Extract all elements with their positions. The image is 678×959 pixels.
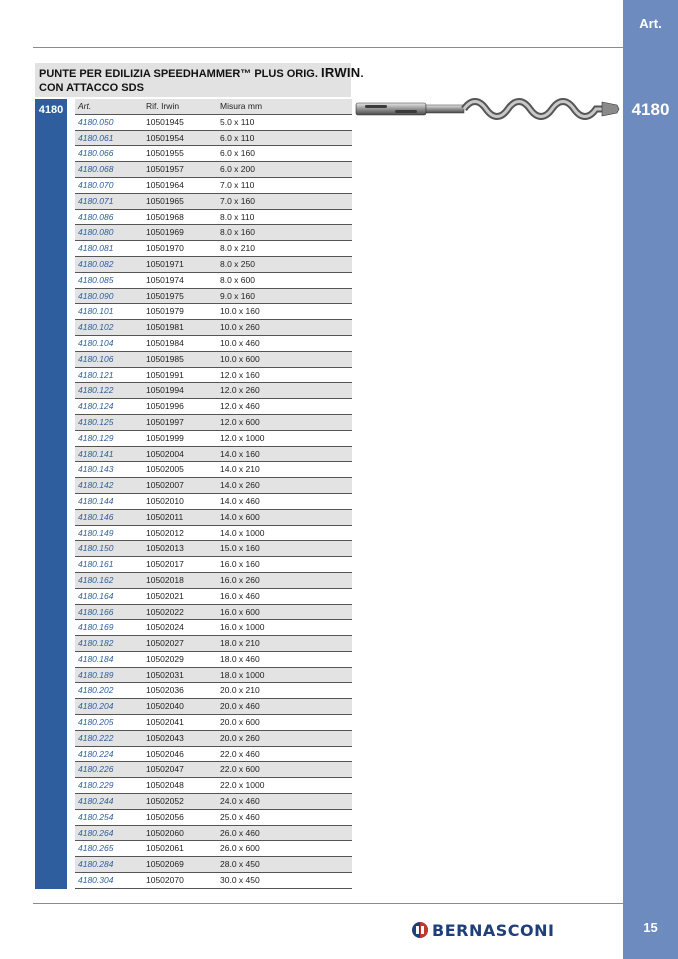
article-code: 4180.086 <box>78 211 114 222</box>
article-code: 4180.102 <box>78 322 114 333</box>
table-row <box>75 320 352 336</box>
table-row <box>75 747 352 763</box>
size: 7.0 x 160 <box>220 195 255 206</box>
table-row <box>75 541 352 557</box>
table-row <box>75 873 352 889</box>
table-row <box>75 336 352 352</box>
size: 8.0 x 160 <box>220 227 255 238</box>
size: 18.0 x 210 <box>220 638 260 649</box>
article-code: 4180.144 <box>78 495 114 506</box>
table-row <box>75 431 352 447</box>
irwin-ref: 10501945 <box>146 116 184 127</box>
table-row <box>75 794 352 810</box>
irwin-ref: 10501979 <box>146 306 184 317</box>
title-text: PUNTE PER EDILIZIA SPEEDHAMMER™ PLUS ORIG. <box>39 68 321 80</box>
irwin-ref: 10501964 <box>146 179 184 190</box>
table-row <box>75 826 352 842</box>
table-row <box>75 115 352 131</box>
size: 12.0 x 600 <box>220 416 260 427</box>
side-article-code: 4180 <box>631 100 670 119</box>
article-code: 4180.161 <box>78 559 114 570</box>
table-row <box>75 447 352 463</box>
table-row <box>75 731 352 747</box>
irwin-ref: 10502070 <box>146 875 184 886</box>
irwin-ref: 10502056 <box>146 811 184 822</box>
article-code: 4180.124 <box>78 401 114 412</box>
article-code: 4180.184 <box>78 653 114 664</box>
table-row <box>75 352 352 368</box>
irwin-ref: 10501997 <box>146 416 184 427</box>
table-row <box>75 399 352 415</box>
size: 14.0 x 160 <box>220 448 260 459</box>
size: 20.0 x 600 <box>220 717 260 728</box>
table-row <box>75 715 352 731</box>
title-line-2: CON ATTACCO SDS <box>39 82 144 94</box>
table-row <box>75 241 352 257</box>
size: 26.0 x 460 <box>220 827 260 838</box>
size: 16.0 x 160 <box>220 559 260 570</box>
irwin-ref: 10501968 <box>146 211 184 222</box>
article-code: 4180.068 <box>78 164 114 175</box>
article-code: 4180.143 <box>78 464 114 475</box>
irwin-ref: 10502027 <box>146 638 184 649</box>
article-code: 4180.205 <box>78 717 114 728</box>
table-row <box>75 178 352 194</box>
table-row <box>75 810 352 826</box>
article-code: 4180.104 <box>78 337 114 348</box>
table-row <box>75 462 352 478</box>
product-table <box>75 99 352 889</box>
size: 16.0 x 460 <box>220 590 260 601</box>
size: 22.0 x 1000 <box>220 780 265 791</box>
irwin-ref: 10501981 <box>146 322 184 333</box>
table-row <box>75 383 352 399</box>
irwin-ref: 10502010 <box>146 495 184 506</box>
article-code: 4180.254 <box>78 811 114 822</box>
irwin-ref: 10502007 <box>146 480 184 491</box>
size: 16.0 x 260 <box>220 574 260 585</box>
size: 12.0 x 260 <box>220 385 260 396</box>
irwin-ref: 10502060 <box>146 827 184 838</box>
size: 12.0 x 460 <box>220 401 260 412</box>
article-code: 4180.226 <box>78 764 114 775</box>
irwin-ref: 10502046 <box>146 748 184 759</box>
irwin-ref: 10501971 <box>146 258 184 269</box>
bernasconi-logo <box>411 919 554 941</box>
size: 26.0 x 600 <box>220 843 260 854</box>
table-row <box>75 668 352 684</box>
irwin-ref: 10501994 <box>146 385 184 396</box>
size: 5.0 x 110 <box>220 116 255 127</box>
article-code: 4180.125 <box>78 416 114 427</box>
size: 6.0 x 160 <box>220 148 255 159</box>
irwin-ref: 10502061 <box>146 843 184 854</box>
table-row <box>75 131 352 147</box>
size: 20.0 x 210 <box>220 685 260 696</box>
size: 30.0 x 450 <box>220 875 260 886</box>
article-code: 4180.080 <box>78 227 114 238</box>
header-art: Art. <box>78 101 92 111</box>
irwin-ref: 10501957 <box>146 164 184 175</box>
irwin-ref: 10502069 <box>146 859 184 870</box>
size: 20.0 x 260 <box>220 732 260 743</box>
size: 10.0 x 460 <box>220 337 260 348</box>
article-code: 4180.101 <box>78 306 114 317</box>
header-size: Misura mm <box>220 101 263 111</box>
top-divider <box>33 47 623 48</box>
table-row <box>75 557 352 573</box>
size: 22.0 x 460 <box>220 748 260 759</box>
irwin-ref: 10502024 <box>146 622 184 633</box>
irwin-ref: 10502018 <box>146 574 184 585</box>
size: 20.0 x 460 <box>220 701 260 712</box>
size: 6.0 x 110 <box>220 132 255 143</box>
irwin-ref: 10502021 <box>146 590 184 601</box>
irwin-ref: 10502036 <box>146 685 184 696</box>
table-row <box>75 478 352 494</box>
table-row <box>75 652 352 668</box>
code-tab <box>35 99 67 889</box>
article-code: 4180.162 <box>78 574 114 585</box>
article-code: 4180.050 <box>78 116 114 127</box>
table-row <box>75 146 352 162</box>
article-code: 4180.166 <box>78 606 114 617</box>
article-code: 4180.169 <box>78 622 114 633</box>
title-line-1 <box>39 65 364 81</box>
article-code: 4180.082 <box>78 258 114 269</box>
article-code: 4180.081 <box>78 243 114 254</box>
irwin-ref: 10501984 <box>146 337 184 348</box>
table-row <box>75 273 352 289</box>
article-code: 4180.070 <box>78 179 114 190</box>
irwin-ref: 10502047 <box>146 764 184 775</box>
size: 10.0 x 260 <box>220 322 260 333</box>
irwin-ref: 10501985 <box>146 353 184 364</box>
size: 8.0 x 110 <box>220 211 255 222</box>
table-row <box>75 683 352 699</box>
table-row <box>75 289 352 305</box>
size: 18.0 x 1000 <box>220 669 265 680</box>
article-code: 4180.204 <box>78 701 114 712</box>
size: 12.0 x 1000 <box>220 432 265 443</box>
article-code: 4180.149 <box>78 527 114 538</box>
table-row <box>75 194 352 210</box>
irwin-ref: 10501970 <box>146 243 184 254</box>
table-row <box>75 636 352 652</box>
article-code: 4180.085 <box>78 274 114 285</box>
article-code: 4180.150 <box>78 543 114 554</box>
irwin-ref: 10502052 <box>146 796 184 807</box>
size: 14.0 x 600 <box>220 511 260 522</box>
irwin-ref: 10501975 <box>146 290 184 301</box>
size: 6.0 x 200 <box>220 164 255 175</box>
article-code: 4180.182 <box>78 638 114 649</box>
size: 10.0 x 600 <box>220 353 260 364</box>
article-code: 4180.141 <box>78 448 114 459</box>
article-code: 4180.106 <box>78 353 114 364</box>
article-code: 4180.265 <box>78 843 114 854</box>
irwin-ref: 10502022 <box>146 606 184 617</box>
article-code: 4180.071 <box>78 195 114 206</box>
table-row <box>75 415 352 431</box>
irwin-ref: 10501991 <box>146 369 184 380</box>
size: 7.0 x 110 <box>220 179 255 190</box>
side-band <box>623 0 678 959</box>
size: 8.0 x 600 <box>220 274 255 285</box>
article-code: 4180.202 <box>78 685 114 696</box>
bernasconi-logo-icon <box>411 921 429 939</box>
article-code: 4180.304 <box>78 875 114 886</box>
irwin-ref: 10502013 <box>146 543 184 554</box>
irwin-ref: 10502041 <box>146 717 184 728</box>
irwin-ref: 10501974 <box>146 274 184 285</box>
table-row <box>75 589 352 605</box>
article-code: 4180.122 <box>78 385 114 396</box>
irwin-ref: 10502011 <box>146 511 184 522</box>
size: 24.0 x 460 <box>220 796 260 807</box>
size: 16.0 x 600 <box>220 606 260 617</box>
table-row <box>75 841 352 857</box>
irwin-ref: 10502048 <box>146 780 184 791</box>
brand-name: IRWIN <box>320 65 361 80</box>
side-art-label: Art. <box>639 16 662 31</box>
header-irwin-ref: Rif. Irwin <box>146 101 180 111</box>
article-code: 4180.066 <box>78 148 114 159</box>
table-row <box>75 573 352 589</box>
table-row <box>75 510 352 526</box>
product-title <box>35 63 364 97</box>
logo-text: BERNASCONI <box>432 920 555 940</box>
size: 15.0 x 160 <box>220 543 260 554</box>
article-code: 4180.090 <box>78 290 114 301</box>
irwin-ref: 10501955 <box>146 148 184 159</box>
irwin-ref: 10501965 <box>146 195 184 206</box>
irwin-ref: 10501969 <box>146 227 184 238</box>
irwin-ref: 10502031 <box>146 669 184 680</box>
table-row <box>75 699 352 715</box>
irwin-ref: 10501996 <box>146 401 184 412</box>
size: 14.0 x 260 <box>220 480 260 491</box>
table-row <box>75 304 352 320</box>
article-code: 4180.284 <box>78 859 114 870</box>
table-row <box>75 605 352 621</box>
size: 14.0 x 210 <box>220 464 260 475</box>
code-tab-label: 4180 <box>38 104 64 116</box>
article-code: 4180.222 <box>78 732 114 743</box>
article-code: 4180.224 <box>78 748 114 759</box>
page-number: 15 <box>643 920 658 935</box>
article-code: 4180.244 <box>78 796 114 807</box>
irwin-ref: 10501999 <box>146 432 184 443</box>
irwin-ref: 10502012 <box>146 527 184 538</box>
table-header <box>75 99 352 115</box>
table-row <box>75 368 352 384</box>
size: 18.0 x 460 <box>220 653 260 664</box>
table-body <box>75 115 352 889</box>
article-code: 4180.164 <box>78 590 114 601</box>
table-row <box>75 225 352 241</box>
size: 16.0 x 1000 <box>220 622 265 633</box>
sds-drill-bit-image <box>355 97 620 121</box>
size: 22.0 x 600 <box>220 764 260 775</box>
table-row <box>75 494 352 510</box>
size: 8.0 x 250 <box>220 258 255 269</box>
article-code: 4180.129 <box>78 432 114 443</box>
irwin-ref: 10502005 <box>146 464 184 475</box>
irwin-ref: 10502040 <box>146 701 184 712</box>
size: 14.0 x 460 <box>220 495 260 506</box>
article-code: 4180.142 <box>78 480 114 491</box>
size: 14.0 x 1000 <box>220 527 265 538</box>
irwin-ref: 10502017 <box>146 559 184 570</box>
table-row <box>75 210 352 226</box>
size: 12.0 x 160 <box>220 369 260 380</box>
size: 8.0 x 210 <box>220 243 255 254</box>
irwin-ref: 10502004 <box>146 448 184 459</box>
table-row <box>75 162 352 178</box>
article-code: 4180.229 <box>78 780 114 791</box>
title-end: . <box>360 68 364 80</box>
size: 10.0 x 160 <box>220 306 260 317</box>
irwin-ref: 10502029 <box>146 653 184 664</box>
article-code: 4180.189 <box>78 669 114 680</box>
size: 25.0 x 460 <box>220 811 260 822</box>
article-code: 4180.061 <box>78 132 114 143</box>
article-code: 4180.146 <box>78 511 114 522</box>
size: 28.0 x 450 <box>220 859 260 870</box>
table-row <box>75 620 352 636</box>
table-row <box>75 526 352 542</box>
article-code: 4180.264 <box>78 827 114 838</box>
article-code: 4180.121 <box>78 369 114 380</box>
irwin-ref: 10502043 <box>146 732 184 743</box>
table-row <box>75 857 352 873</box>
size: 9.0 x 160 <box>220 290 255 301</box>
bottom-divider <box>33 903 623 904</box>
table-row <box>75 762 352 778</box>
irwin-ref: 10501954 <box>146 132 184 143</box>
table-row <box>75 778 352 794</box>
table-row <box>75 257 352 273</box>
